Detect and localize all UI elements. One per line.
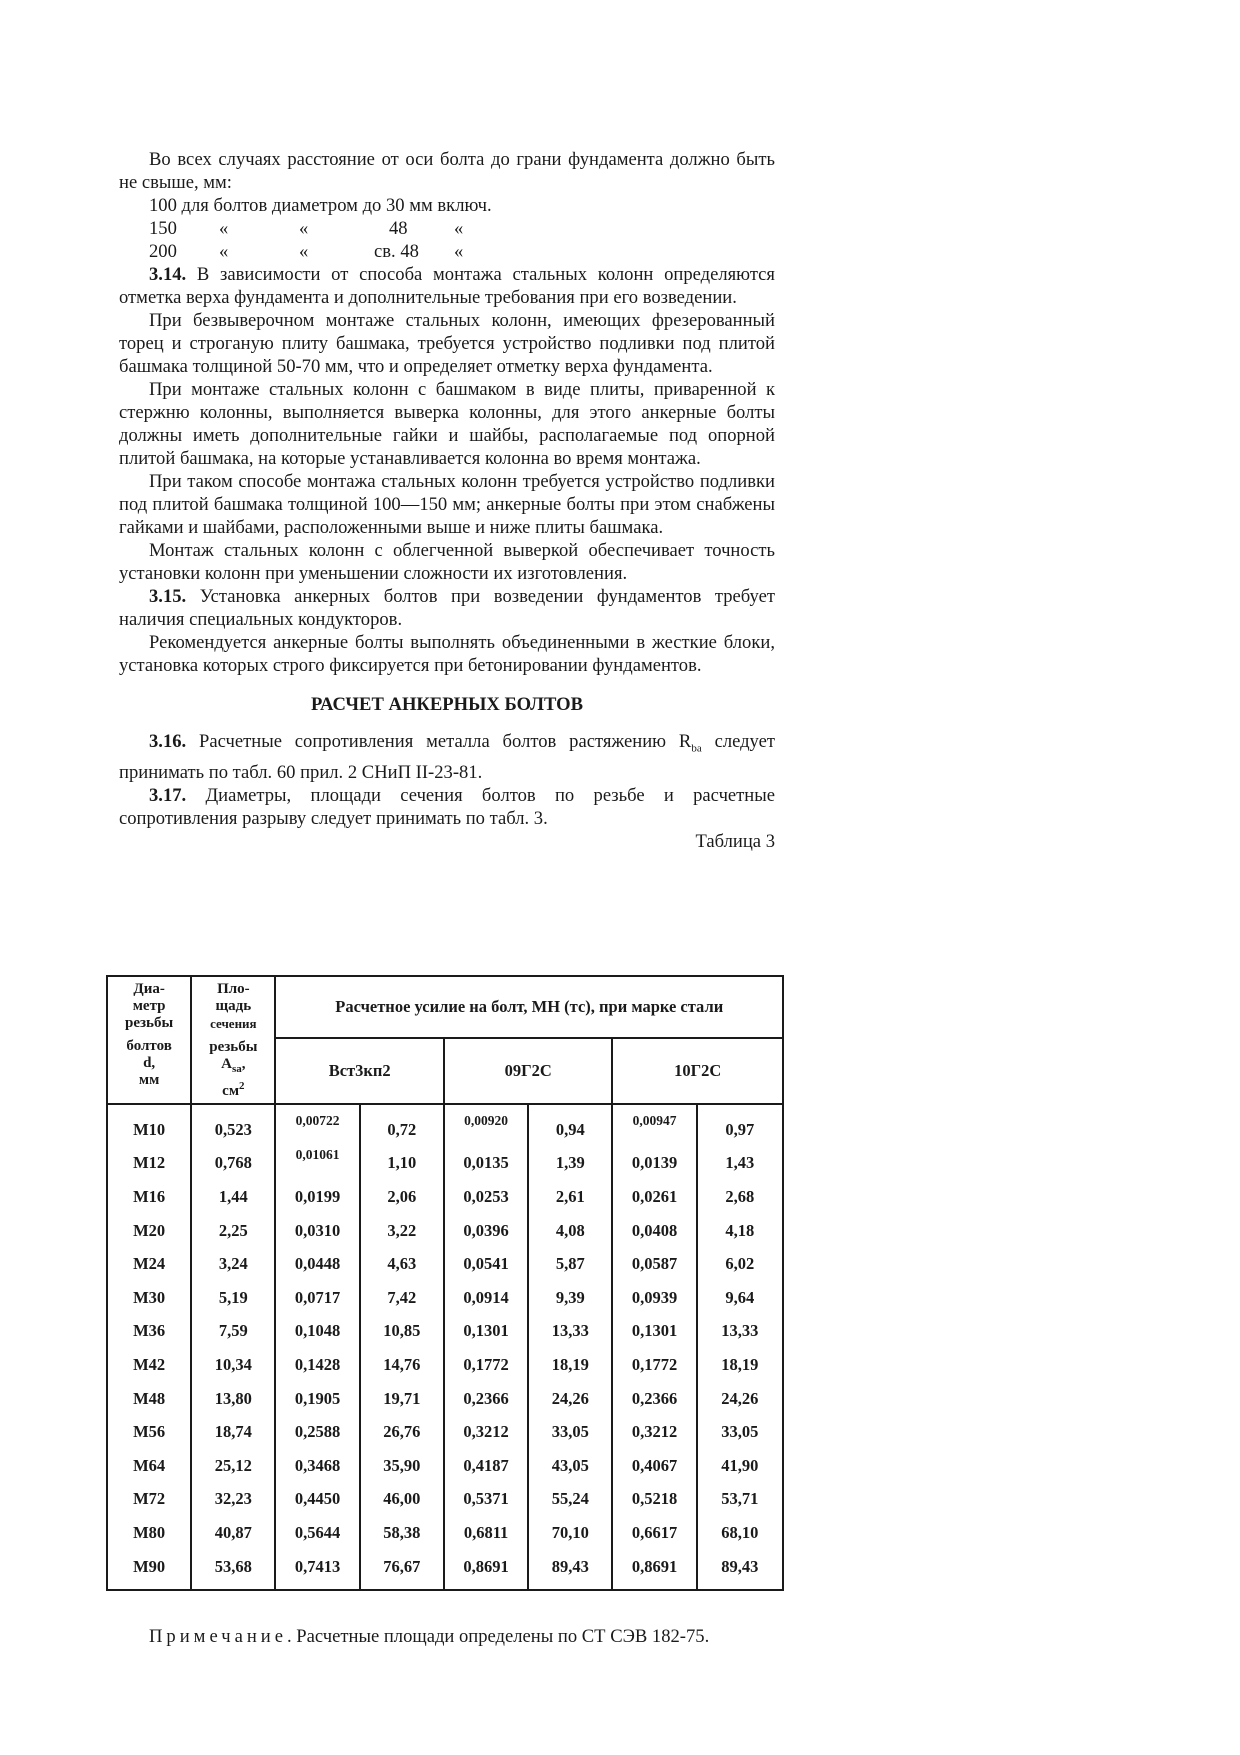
table-row [107,1104,783,1147]
table-cell: 1,43 [697,1147,783,1181]
table-cell: 4,18 [697,1214,783,1248]
table-row [107,1180,783,1214]
distance-row: 200 « « св. 48 « [149,241,464,262]
table-cell: 0,1428 [275,1348,359,1382]
table-cell: 0,0310 [275,1214,359,1248]
table-cell: 24,26 [528,1382,612,1416]
table-row [107,1315,783,1349]
table-cell: 0,1301 [612,1315,696,1349]
paragraph: Рекомендуется анкерные болты выполнять объединенными в жесткие блоки, установка которых строго фиксируется при бетонировании фундаментов. [119,632,775,676]
table-cell: 4,63 [360,1247,444,1281]
table-cell: 14,76 [360,1348,444,1382]
table-cell: 25,12 [191,1449,275,1483]
table-cell: 0,2588 [275,1415,359,1449]
paragraph-3-15: 3.15. Установка анкерных болтов при возведении фундаментов требует наличия специальных кондукторов. [119,586,775,630]
table-cell: 3,24 [191,1247,275,1281]
table-cell: 0,0448 [275,1247,359,1281]
table-cell: 0,0939 [612,1281,696,1315]
table-cell: 0,0717 [275,1281,359,1315]
table-row [107,1550,783,1591]
table-cell: М42 [107,1348,191,1382]
table-cell: 53,71 [697,1483,783,1517]
table-cell: М20 [107,1214,191,1248]
table-row [107,1415,783,1449]
table-cell: 0,3212 [444,1415,528,1449]
table-cell: 0,4067 [612,1449,696,1483]
note: Примечание. Расчетные площади определены по СТ СЭВ 182-75. [149,1626,710,1647]
table-cell: 0,7413 [275,1550,359,1591]
table-cell: 5,87 [528,1247,612,1281]
col-header-group: Расчетное усилие на болт, МН (тс), при марке стали [275,976,783,1038]
table-cell: М30 [107,1281,191,1315]
page-body [119,148,775,859]
table-cell: 35,90 [360,1449,444,1483]
table-cell: 0,72 [360,1104,444,1147]
table-cell: 0,2366 [612,1382,696,1416]
table-cell: 0,4187 [444,1449,528,1483]
table-cell: М72 [107,1483,191,1517]
table-cell: 0,97 [697,1104,783,1147]
table-body [107,1104,783,1590]
paragraph: Во всех случаях расстояние от оси болта до грани фундамента должно быть не свыше, мм: [119,149,775,193]
table-cell: 0,01061 [275,1147,359,1181]
table-cell: 0,1301 [444,1315,528,1349]
table-cell: 0,0408 [612,1214,696,1248]
table-cell: М36 [107,1315,191,1349]
paragraph-3-14: 3.14. В зависимости от способа монтажа стальных колонн определяются отметка верха фундамента и дополнительные требования при его возведении. [119,264,775,308]
table-cell: 0,0199 [275,1180,359,1214]
table-cell: 0,94 [528,1104,612,1147]
table-cell: 0,523 [191,1104,275,1147]
table-cell: 0,5644 [275,1516,359,1550]
table-cell: 1,39 [528,1147,612,1181]
table-cell: 0,6811 [444,1516,528,1550]
table-cell: 33,05 [697,1415,783,1449]
table-cell: 0,0396 [444,1214,528,1248]
col-header-steel: Вст3кп2 [275,1038,443,1104]
table-cell: 0,00920 [444,1104,528,1147]
col-header-area: Пло- щадь сечения резьбы $A_{sa}$, $см^2$ [191,976,275,1104]
table-cell: 0,0253 [444,1180,528,1214]
table-cell: 9,64 [697,1281,783,1315]
table-cell: 0,00722 [275,1104,359,1147]
table-cell: 3,22 [360,1214,444,1248]
table-cell: 40,87 [191,1516,275,1550]
table-cell: 0,0541 [444,1247,528,1281]
table-cell: 89,43 [697,1550,783,1591]
table-cell: 18,19 [697,1348,783,1382]
paragraph: Монтаж стальных колонн с облегченной выверкой обеспечивает точность установки колонн при уменьшении сложности их изготовления. [119,540,775,584]
table-cell: М12 [107,1147,191,1181]
col-header-steel: 09Г2С [444,1038,612,1104]
table-cell: М90 [107,1550,191,1591]
paragraph: При безвыверочном монтаже стальных колонн, имеющих фрезерованный торец и строганую плиту башмака, требуется устройство подливки под плитой башмака толщиной 50-70 мм, что и определяет отметку верха фундамента. [119,310,775,377]
table-cell: 0,1905 [275,1382,359,1416]
table-cell: 19,71 [360,1382,444,1416]
table-cell: 7,59 [191,1315,275,1349]
paragraph: При таком способе монтажа стальных колонн требуется устройство подливки под плитой башмака толщиной 100—150 мм; анкерные болты при этом снабжены гайками и шайбами, расположенными выше и ниже плиты башмака. [119,471,775,538]
table-cell: М80 [107,1516,191,1550]
table-cell: 0,5218 [612,1483,696,1517]
table-row [107,1382,783,1416]
table-cell: 33,05 [528,1415,612,1449]
section-heading: РАСЧЕТ АНКЕРНЫХ БОЛТОВ [310,694,584,715]
table-cell: 2,68 [697,1180,783,1214]
table-cell: 0,0914 [444,1281,528,1315]
table-cell: 0,00947 [612,1104,696,1147]
table-cell: 5,19 [191,1281,275,1315]
table-row [107,1214,783,1248]
table-cell: 0,0261 [612,1180,696,1214]
table-cell: 2,06 [360,1180,444,1214]
paragraph-3-16: 3.16. Расчетные сопротивления металла болтов растяжению $R_{ba}$ следует принимать по табл. 60 прил. 2 СНиП II-23-81. [119,731,775,783]
table-cell: 76,67 [360,1550,444,1591]
table-cell: 0,3212 [612,1415,696,1449]
table-cell: 68,10 [697,1516,783,1550]
table-cell: 6,02 [697,1247,783,1281]
table-row [107,1483,783,1517]
table-cell: 0,8691 [444,1550,528,1591]
table-cell: 0,0139 [612,1147,696,1181]
table-cell: 0,8691 [612,1550,696,1591]
table-cell: 10,85 [360,1315,444,1349]
table-cell: 0,2366 [444,1382,528,1416]
table-cell: 53,68 [191,1550,275,1591]
table-cell: 0,0587 [612,1247,696,1281]
table-cell: 1,10 [360,1147,444,1181]
table-cell: 0,6617 [612,1516,696,1550]
table-cell: 58,38 [360,1516,444,1550]
table-cell: 0,768 [191,1147,275,1181]
table-cell: 7,42 [360,1281,444,1315]
table-cell: 0,0135 [444,1147,528,1181]
table-cell: 0,4450 [275,1483,359,1517]
paragraph: При монтаже стальных колонн с башмаком в виде плиты, приваренной к стержню колонны, выполняется выверка колонны, для этого анкерные болты должны иметь дополнительные гайки и шайбы, располагаемые под опорной плитой башмака, на которые устанавливается колонна во время монтажа. [119,379,775,469]
table-row [107,1348,783,1382]
table-cell: 2,25 [191,1214,275,1248]
table-cell: 0,1772 [612,1348,696,1382]
table-cell: 0,1048 [275,1315,359,1349]
table-cell: 4,08 [528,1214,612,1248]
table-cell: М16 [107,1180,191,1214]
table-cell: 70,10 [528,1516,612,1550]
table-cell: М24 [107,1247,191,1281]
table-row [107,1449,783,1483]
table-cell: 46,00 [360,1483,444,1517]
table-row [107,1147,783,1181]
table-cell: 13,80 [191,1382,275,1416]
distance-row: 100 для болтов диаметром до 30 мм включ. [149,195,492,216]
table-cell: 0,5371 [444,1483,528,1517]
table-cell: М10 [107,1104,191,1147]
bolt-table [106,975,784,1591]
table-cell: 18,19 [528,1348,612,1382]
table-cell: М48 [107,1382,191,1416]
table-cell: 9,39 [528,1281,612,1315]
table-cell: М64 [107,1449,191,1483]
table-cell: 1,44 [191,1180,275,1214]
table-cell: М56 [107,1415,191,1449]
table-cell: 2,61 [528,1180,612,1214]
table-cell: 89,43 [528,1550,612,1591]
table-cell: 43,05 [528,1449,612,1483]
table-cell: 55,24 [528,1483,612,1517]
table-cell: 0,1772 [444,1348,528,1382]
table-cell: 32,23 [191,1483,275,1517]
table-row [107,1247,783,1281]
distance-row: 150 « « 48 « [149,218,464,239]
table-row [107,1281,783,1315]
table-cell: 10,34 [191,1348,275,1382]
col-header-steel: 10Г2С [612,1038,783,1104]
table-cell: 18,74 [191,1415,275,1449]
table-cell: 0,3468 [275,1449,359,1483]
table-cell: 13,33 [528,1315,612,1349]
paragraph-3-17: 3.17. Диаметры, площади сечения болтов по резьбе и расчетные сопротивления разрыву следует принимать по табл. 3. [119,784,775,829]
table-caption: Таблица 3 [695,830,775,852]
table-cell: 41,90 [697,1449,783,1483]
table-cell: 24,26 [697,1382,783,1416]
table-cell: 13,33 [697,1315,783,1349]
table-row [107,1516,783,1550]
table-cell: 26,76 [360,1415,444,1449]
col-header-diameter: Диа- метр резьбы болтов d, мм [107,976,191,1104]
